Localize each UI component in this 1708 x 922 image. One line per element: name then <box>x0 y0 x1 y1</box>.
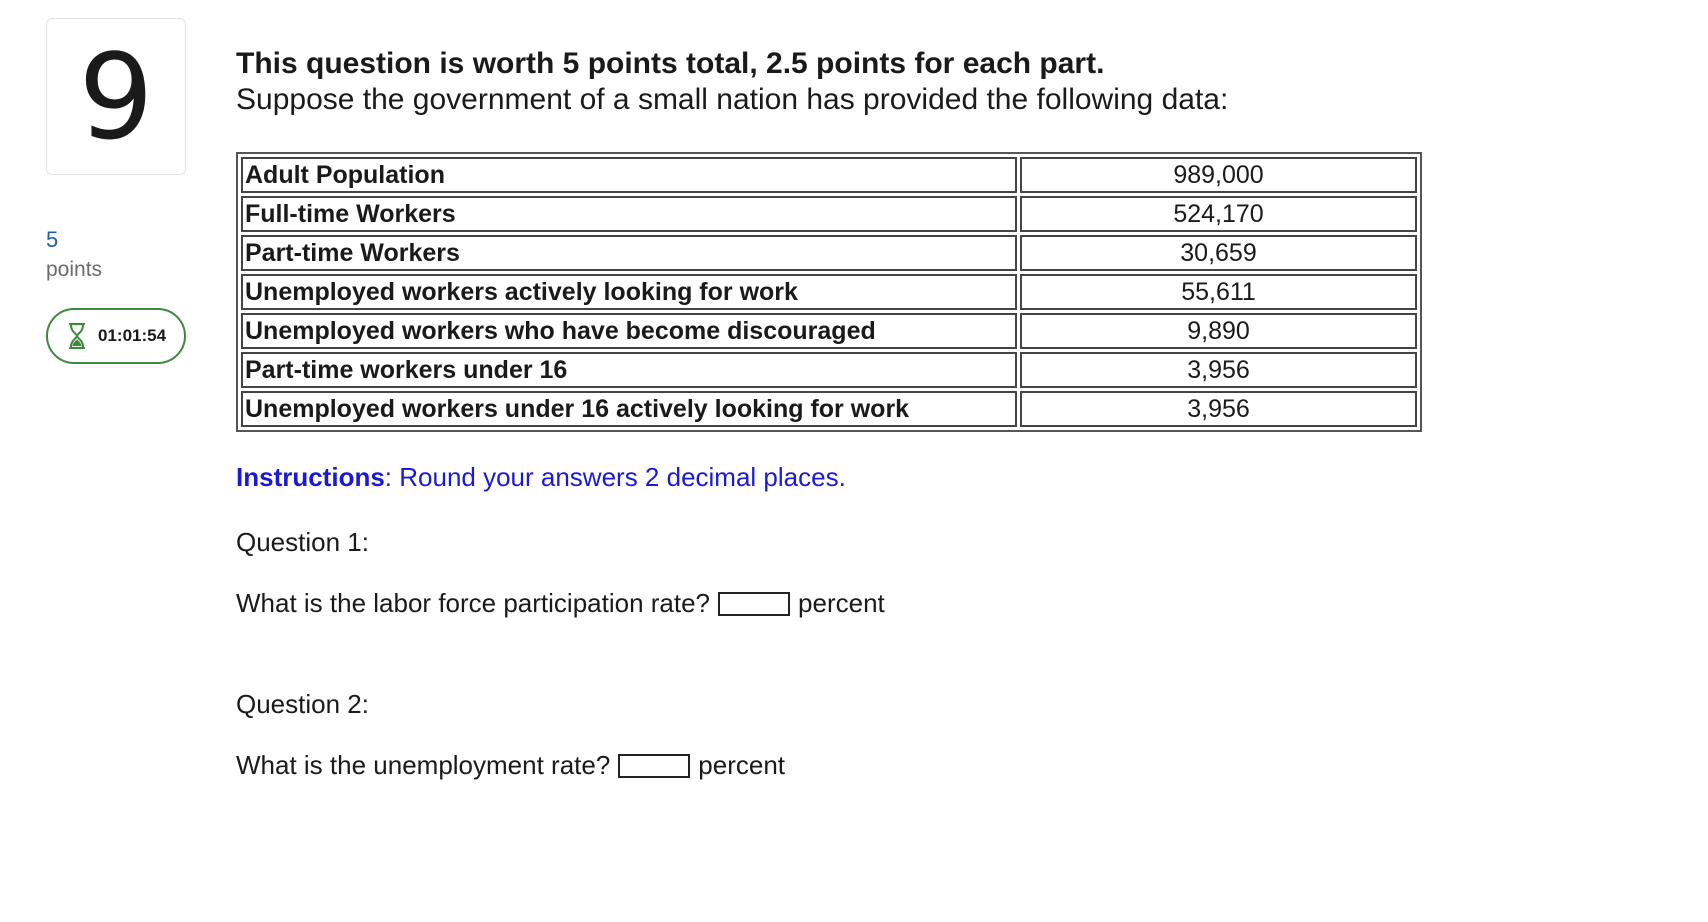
instructions-text: : Round your answers 2 decimal places. <box>384 462 846 492</box>
question-heading: This question is worth 5 points total, 2.5 points for each part. <box>236 47 1105 80</box>
row-label: Adult Population <box>241 157 1017 193</box>
row-value: 9,890 <box>1020 313 1417 349</box>
row-value: 3,956 <box>1020 391 1417 427</box>
timer-text: 01:01:54 <box>98 326 167 345</box>
question-2-unit: percent <box>698 750 786 780</box>
data-table <box>236 152 1422 432</box>
question-2 <box>236 750 1476 781</box>
instructions <box>236 462 1476 493</box>
table-row <box>241 196 1417 232</box>
table-row <box>241 391 1417 427</box>
row-label: Unemployed workers under 16 actively looking for work <box>241 391 1017 427</box>
question-number-text: 9 <box>78 27 154 166</box>
table-row <box>241 157 1417 193</box>
question-2-prompt: What is the unemployment rate? <box>236 750 611 780</box>
points-label: points <box>46 258 103 281</box>
row-value: 3,956 <box>1020 352 1417 388</box>
table-row <box>241 274 1417 310</box>
points-value: 5 <box>46 227 59 252</box>
row-label: Part-time Workers <box>241 235 1017 271</box>
question-2-answer-input[interactable] <box>618 754 690 778</box>
row-value: 30,659 <box>1020 235 1417 271</box>
row-value: 989,000 <box>1020 157 1417 193</box>
question-content <box>236 46 1476 781</box>
question-number <box>46 18 186 175</box>
question-1-prompt: What is the labor force participation rate? <box>236 588 711 618</box>
row-label: Part-time workers under 16 <box>241 352 1017 388</box>
question-1-answer-input[interactable] <box>718 592 790 616</box>
question-1-unit: percent <box>798 588 885 618</box>
instructions-label: Instructions <box>236 462 385 492</box>
table-row <box>241 313 1417 349</box>
row-label: Unemployed workers who have become discouraged <box>241 313 1017 349</box>
hourglass-icon <box>68 323 86 349</box>
row-label: Full-time Workers <box>241 196 1017 232</box>
table-row <box>241 352 1417 388</box>
row-value: 524,170 <box>1020 196 1417 232</box>
row-value: 55,611 <box>1020 274 1417 310</box>
question-2-label: Question 2: <box>236 689 369 719</box>
question-subheading: Suppose the government of a small nation has provided the following data: <box>236 83 1229 116</box>
question-1 <box>236 588 1476 619</box>
timer-badge[interactable] <box>46 308 186 364</box>
question-1-label: Question 1: <box>236 527 369 557</box>
row-label: Unemployed workers actively looking for work <box>241 274 1017 310</box>
table-row <box>241 235 1417 271</box>
